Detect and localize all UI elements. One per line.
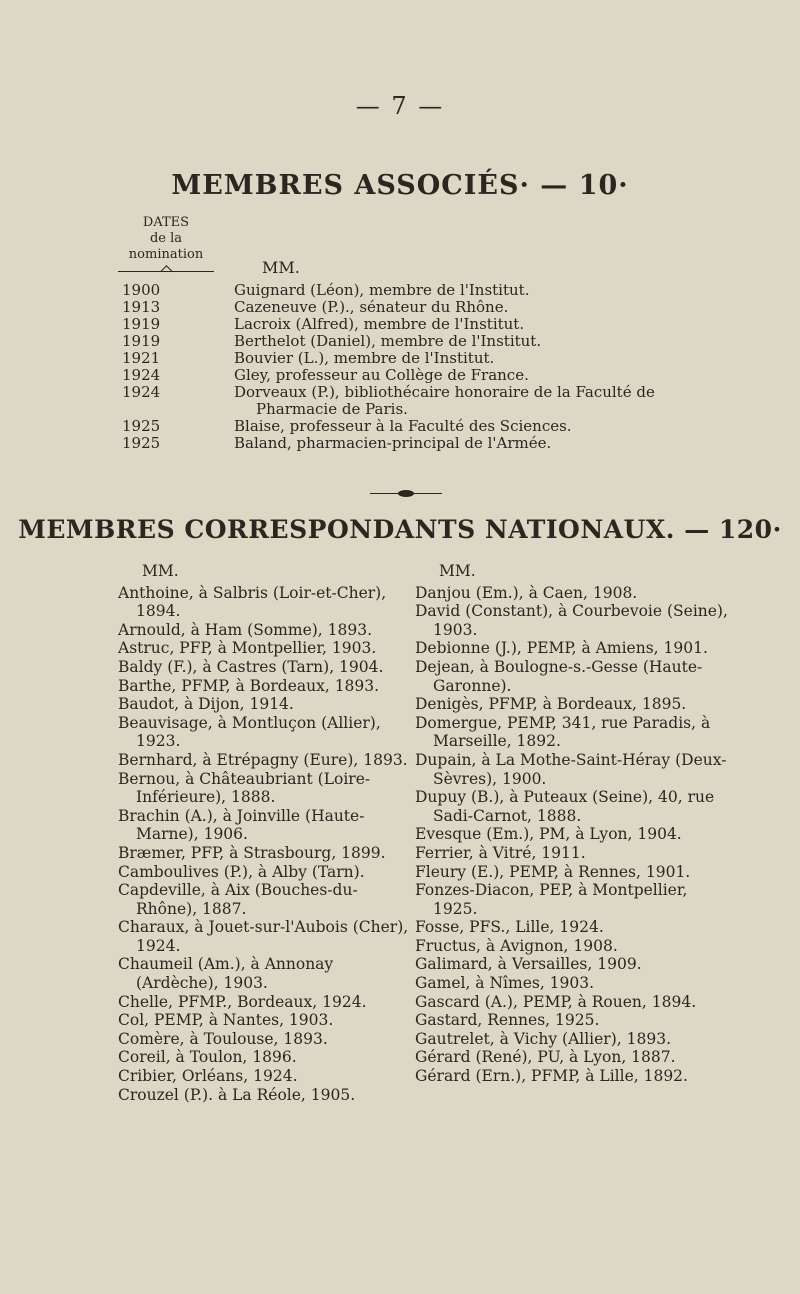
list-item: Gautrelet, à Vichy (Allier), 1893. [415,1029,671,1048]
list-item: Danjou (Em.), à Caen, 1908. [415,583,638,602]
member-name: Lacroix (Alfred), membre de l'Institut. [234,315,525,333]
nomination-year: 1919 [122,332,161,350]
list-item: Barthe, PFMP, à Bordeaux, 1893. [118,676,380,695]
correspondents-left-column [118,562,418,1104]
list-item: Gérard (Ern.), PFMP, à Lille, 1892. [415,1067,688,1086]
nomination-year: 1925 [122,417,161,435]
correspondents-title: MEMBRES CORRESPONDANTS NATIONAUX. — 120· [18,515,782,544]
member-name [234,384,760,418]
list-item: Debionne (J.), PEMP, à Amiens, 1901. [415,639,708,658]
list-item: Baldy (F.), à Castres (Tarn), 1904. [118,657,384,676]
list-item: Gascard (A.), PEMP, à Rouen, 1894. [415,992,697,1011]
list-item: Coreil, à Toulon, 1896. [118,1048,297,1067]
list-item: Gérard (René), PU, à Lyon, 1887. [415,1048,676,1067]
list-item: Comère, à Toulouse, 1893. [118,1029,328,1048]
list-item: Capdeville, à Aix (Bouches-du-Rhône), 1887. [118,881,358,918]
list-item: Cribier, Orléans, 1924. [118,1067,298,1086]
list-item [120,384,760,418]
list-item: Fonzes-Diacon, PEP, à Montpellier, 1925. [415,881,688,918]
list-item: Gamel, à Nîmes, 1903. [415,974,595,993]
list-item: Anthoine, à Salbris (Loir-et-Cher), 1894. [118,583,387,621]
nomination-year: 1919 [122,315,161,333]
right-mm-label: MM. [439,562,476,580]
list-item: Gastard, Rennes, 1925. [415,1011,600,1030]
list-item: Bræmer, PFP, à Strasbourg, 1899. [118,843,386,862]
dates-header-line-2: de la [149,231,183,246]
list-item: Brachin (A.), à Joinville (Haute-Marne), 1906. [118,806,365,844]
list-item: Chelle, PFMP., Bordeaux, 1924. [118,992,367,1011]
member-name: Guignard (Léon), membre de l'Institut. [234,281,530,299]
list-item: Denigès, PFMP, à Bordeaux, 1895. [415,695,687,714]
member-name-line-1: Dorveaux (P.), bibliothécaire honoraire de la Faculté de [234,383,655,401]
member-name: Bouvier (L.), membre de l'Institut. [234,349,495,367]
list-item [120,333,760,350]
list-item: Camboulives (P.), à Alby (Tarn). [118,862,365,881]
list-item: Crouzel (P.). à La Réole, 1905. [118,1085,356,1104]
list-item: Col, PEMP, à Nantes, 1903. [118,1011,334,1030]
list-item: Beauvisage, à Montluçon (Allier), 1923. [118,713,381,751]
associates-list [120,282,760,452]
ornamental-divider [370,492,442,496]
nomination-year: 1921 [122,349,161,367]
dates-header-rule [118,269,214,275]
list-item [120,282,760,299]
nomination-year: 1913 [122,298,161,316]
nomination-year: 1924 [122,383,161,401]
correspondents-right-column [415,562,735,1086]
associates-title: MEMBRES ASSOCIÉS· — 10· [171,170,629,201]
list-item: Charaux, à Jouet-sur-l'Aubois (Cher), 1924. [118,918,409,955]
list-item: Fosse, PFS., Lille, 1924. [415,918,604,937]
list-item: Dejean, à Boulogne-s.-Gesse (Haute-Garonne). [415,657,703,695]
list-item: Fructus, à Avignon, 1908. [415,936,618,955]
dates-header-line-1: DATES [142,215,190,230]
list-item [120,350,760,367]
associates-mm-label: MM. [262,258,300,277]
list-item [120,299,760,316]
member-name: Blaise, professeur à la Faculté des Sciences. [234,417,572,435]
list-item: Dupain, à La Mothe-Saint-Héray (Deux-Sèvres), 1900. [415,750,727,788]
nomination-year: 1925 [122,434,161,452]
member-name: Gley, professeur au Collège de France. [234,366,529,384]
list-item [120,435,760,452]
page-number: — 7 — [355,92,445,120]
dates-header [116,215,216,275]
member-name: Berthelot (Daniel), membre de l'Institut. [234,332,542,350]
left-mm-label: MM. [142,562,179,580]
list-item: Dupuy (B.), à Puteaux (Seine), 40, rue Sadi-Carnot, 1888. [415,788,715,825]
member-name-line-2: Pharmacie de Paris. [256,400,408,418]
list-item: Fleury (E.), PEMP, à Rennes, 1901. [415,862,691,881]
member-name: Cazeneuve (P.)., sénateur du Rhône. [234,298,509,316]
list-item: Bernhard, à Etrépagny (Eure), 1893. [118,750,408,769]
list-item [120,418,760,435]
list-item: David (Constant), à Courbevoie (Seine), 1903. [415,602,728,639]
list-item: Baudot, à Dijon, 1914. [118,695,294,714]
list-item: Bernou, à Châteaubriant (Loire-Inférieure), 1888. [118,769,371,807]
list-item: Galimard, à Versailles, 1909. [415,955,642,974]
list-item [120,316,760,333]
member-name: Baland, pharmacien-principal de l'Armée. [234,434,552,452]
nomination-year: 1924 [122,366,161,384]
nomination-year: 1900 [122,281,161,299]
list-item: Astruc, PFP, à Montpellier, 1903. [118,639,377,658]
list-item: Evesque (Em.), PM, à Lyon, 1904. [415,825,682,844]
list-item: Chaumeil (Am.), à Annonay (Ardèche), 1903. [118,955,334,993]
list-item: Arnould, à Ham (Somme), 1893. [118,620,373,639]
dates-header-line-3: nomination [128,247,204,262]
list-item [120,367,760,384]
list-item: Ferrier, à Vitré, 1911. [415,843,586,862]
list-item: Domergue, PEMP, 341, rue Paradis, à Marseille, 1892. [415,713,711,751]
